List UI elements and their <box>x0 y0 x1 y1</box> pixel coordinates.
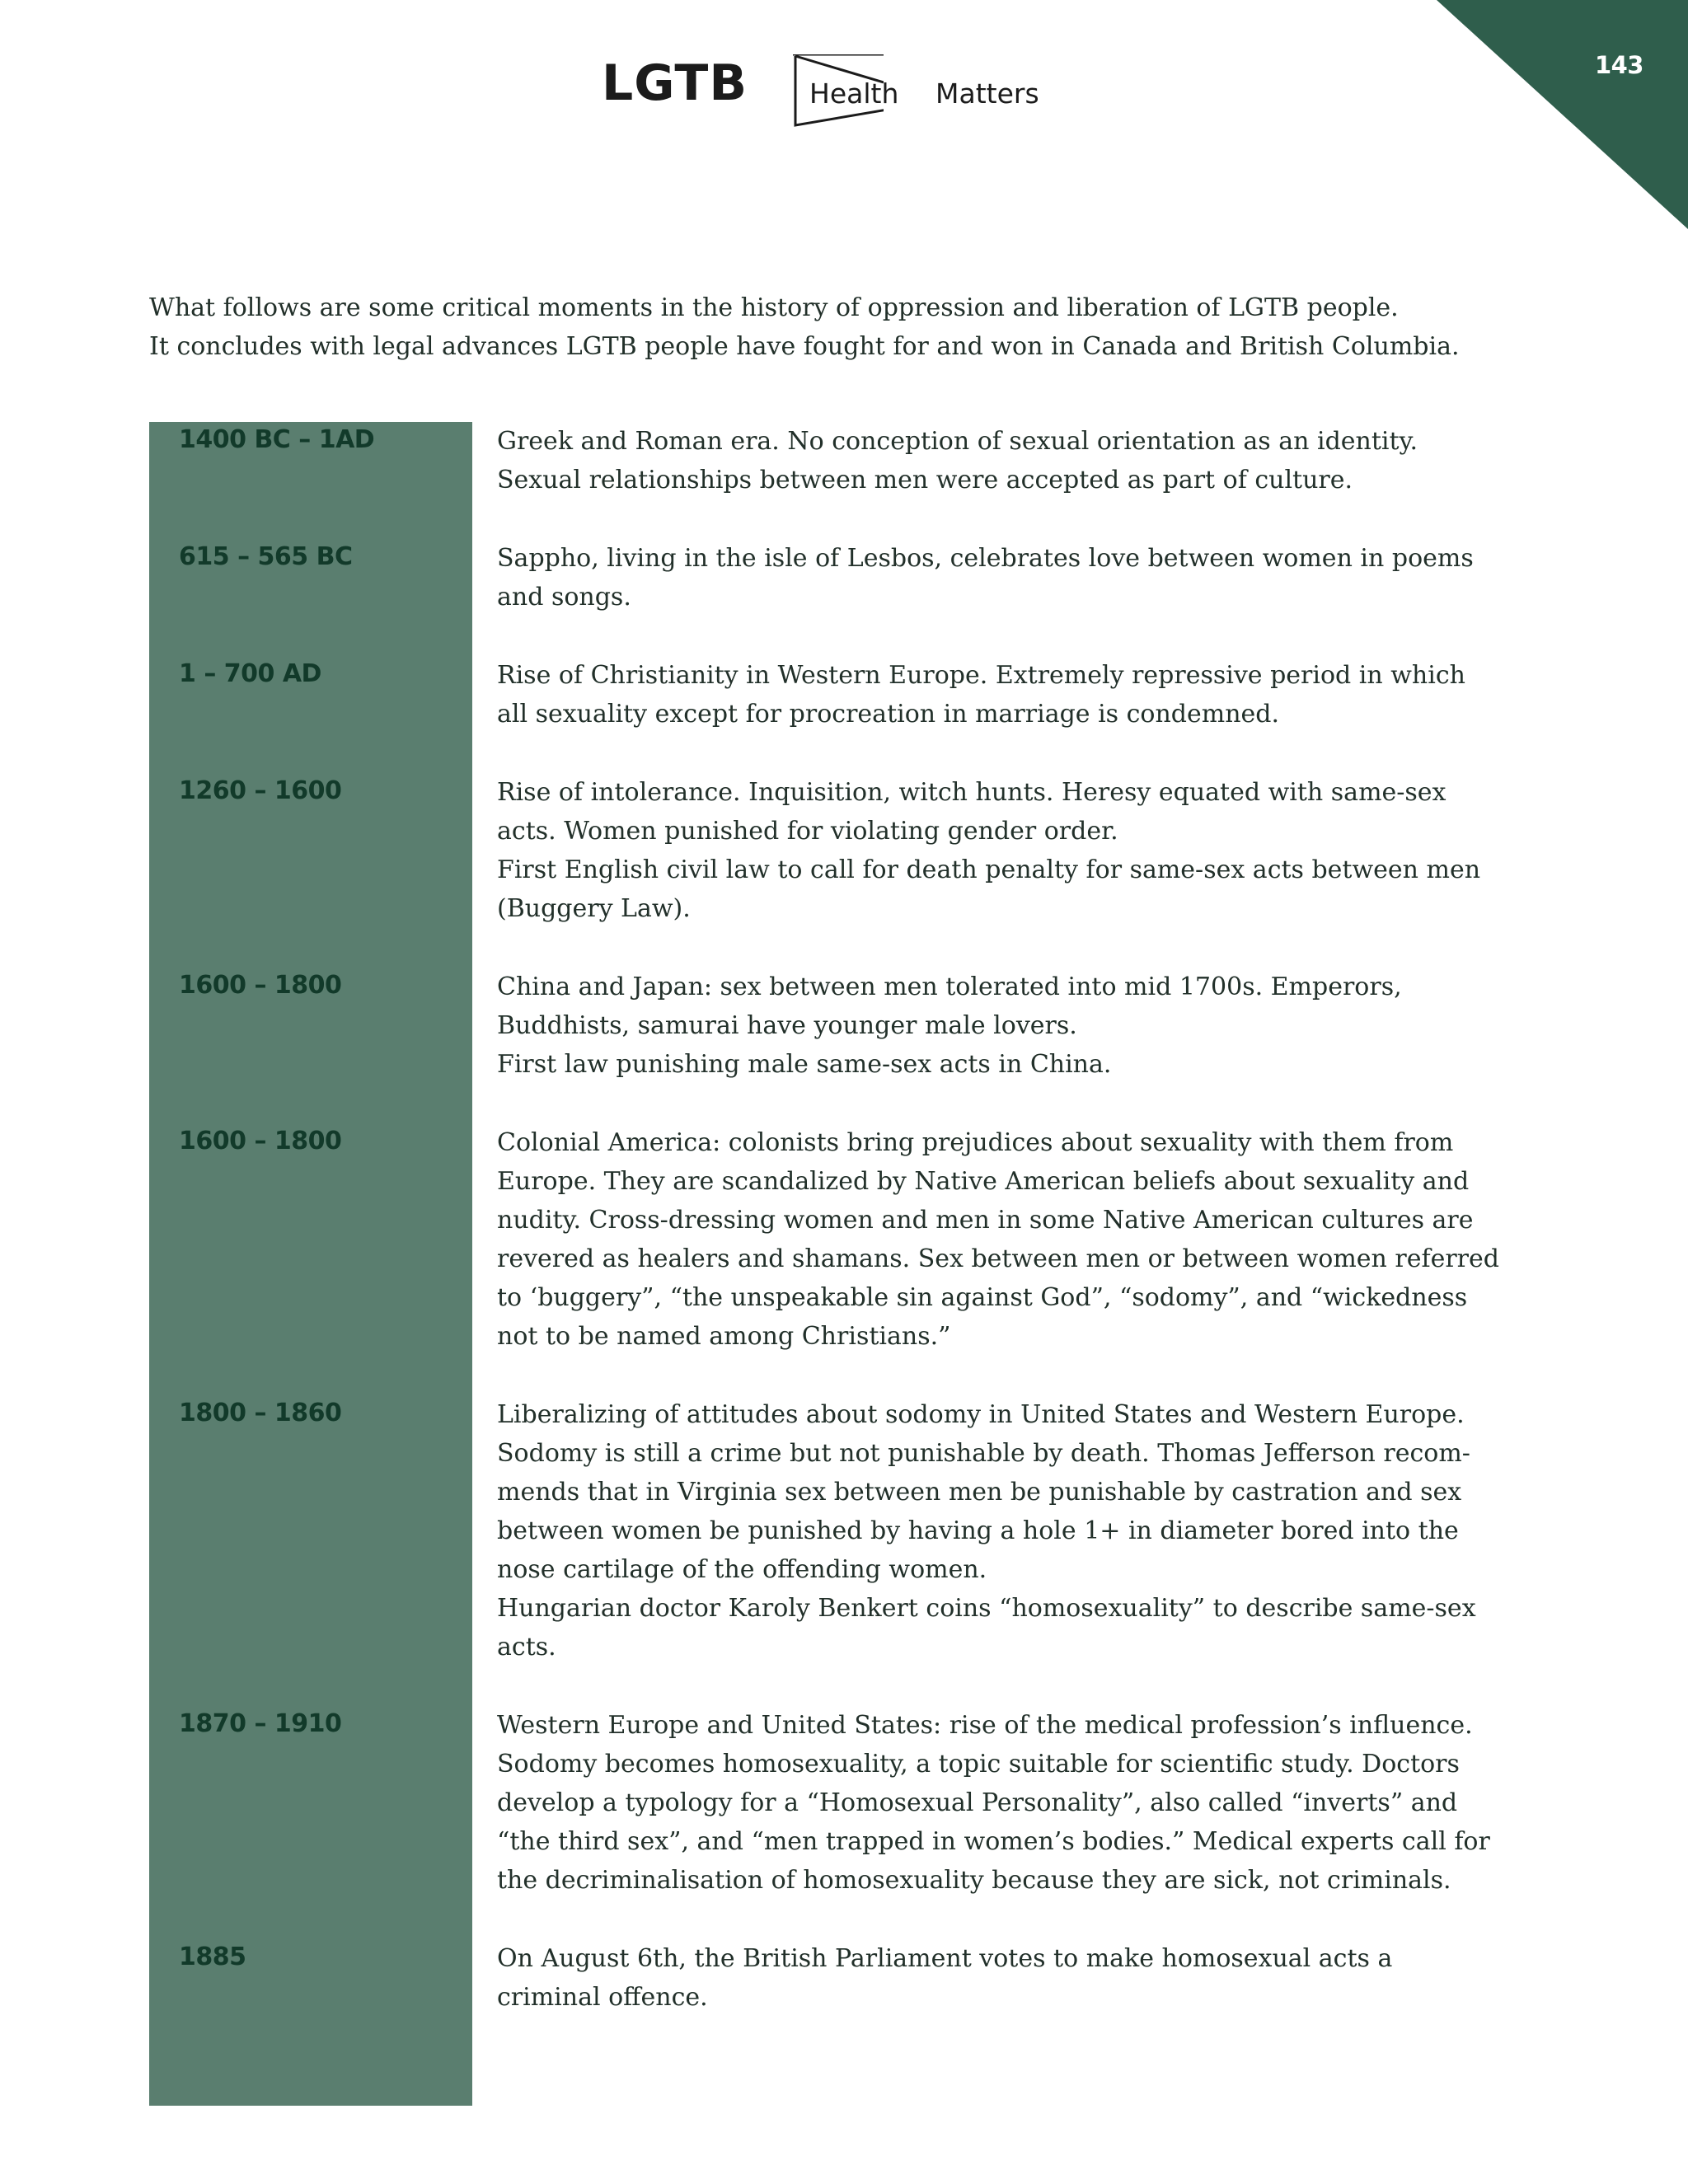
intro-line-2: It concludes with legal advances LGTB people have fought for and won in Canada and British Columbia. <box>149 332 1460 361</box>
timeline-paragraph: China and Japan: sex between men tolerated into mid 1700s. Emperors, Buddhists, samurai have younger male lovers. <box>497 972 1402 1040</box>
timeline-paragraph: Greek and Roman era. No conception of sexual orientation as an identity. Sexual relationships between men were accepted as part of culture. <box>497 427 1418 494</box>
timeline-paragraph: On August 6th, the British Parliament votes to make homosexual acts a criminal offence. <box>497 1944 1393 2012</box>
timeline-description <box>472 1395 1501 1666</box>
timeline-date: 1800 – 1860 <box>179 1399 342 1427</box>
timeline-date: 1260 – 1600 <box>179 776 342 805</box>
timeline-entry <box>149 539 1501 616</box>
timeline-date: 1400 BC – 1AD <box>179 425 375 454</box>
timeline-paragraph: First English civil law to call for death penalty for same-sex acts between men (Buggery Law). <box>497 855 1481 923</box>
timeline-entry <box>149 422 1501 499</box>
timeline-entry <box>149 1123 1501 1356</box>
logo-word-health: Health <box>809 77 899 110</box>
logo <box>602 54 1113 129</box>
timeline-entry <box>149 656 1501 733</box>
timeline-description <box>472 422 1501 499</box>
timeline-description <box>472 1706 1501 1900</box>
timeline-description <box>472 773 1501 928</box>
timeline-paragraph: Rise of Christianity in Western Europe. Extremely repressive period in which all sexuality except for procreation in marriage is condemned. <box>497 661 1465 729</box>
timeline-paragraph: First law punishing male same-sex acts in China. <box>497 1050 1112 1079</box>
logo-brand: LGTB <box>602 54 748 112</box>
timeline-description <box>472 1939 1501 2017</box>
intro-text <box>149 288 1550 366</box>
timeline-entry <box>149 773 1501 928</box>
timeline-paragraph: Liberalizing of attitudes about sodomy in United States and Western Europe. Sodomy is still a crime but not punishable by death. Thomas Jefferson recom-mends that in Virginia sex between men be punishable by castration and sex between women be punished by having a hole 1+ in diameter bored into the nose cartilage of the offending women. <box>497 1400 1470 1584</box>
timeline-date: 615 – 565 BC <box>179 542 353 571</box>
timeline-date: 1885 <box>179 1943 246 1971</box>
timeline-paragraph: Hungarian doctor Karoly Benkert coins “homosexuality” to describe same-sex acts. <box>497 1594 1476 1661</box>
timeline-description <box>472 539 1501 616</box>
timeline-description <box>472 1123 1501 1356</box>
timeline-entry <box>149 1939 1501 2017</box>
page-number: 143 <box>1594 51 1643 79</box>
timeline-date: 1870 – 1910 <box>179 1709 342 1738</box>
timeline-date: 1 – 700 AD <box>179 659 321 688</box>
timeline-entry <box>149 968 1501 1084</box>
timeline-paragraph: Western Europe and United States: rise of the medical profession’s influence. Sodomy becomes homosexuality, a topic suitable for scientific study. Doctors develop a typology for a “Homosexual Personality”, also called “inverts” and “the third sex”, and “men trapped in women’s bodies.” Medical experts call for the decriminalisation of homosexuality because they are sick, not criminals. <box>497 1711 1490 1895</box>
timeline-date: 1600 – 1800 <box>179 1127 342 1155</box>
timeline-paragraph: Sappho, living in the isle of Lesbos, celebrates love between women in poems and songs. <box>497 544 1474 612</box>
logo-word-matters: Matters <box>935 77 1039 110</box>
corner-tab <box>1437 0 1688 229</box>
timeline-entry <box>149 1706 1501 1900</box>
timeline-date: 1600 – 1800 <box>179 971 342 1000</box>
timeline-description <box>472 656 1501 733</box>
timeline-paragraph: Rise of intolerance. Inquisition, witch hunts. Heresy equated with same-sex acts. Women punished for violating gender order. <box>497 778 1447 846</box>
timeline-description <box>472 968 1501 1084</box>
timeline-paragraph: Colonial America: colonists bring prejudices about sexuality with them from Europe. They are scandalized by Native American beliefs about sexuality and nudity. Cross-dressing women and men in some Native American cultures are revered as healers and shamans. Sex between men or between women referred to ‘buggery”, “the unspeakable sin against God”, “sodomy”, and “wickedness not to be named among Christians.” <box>497 1128 1499 1351</box>
intro-line-1: What follows are some critical moments in the history of oppression and liberation of LGTB people. <box>149 293 1399 322</box>
timeline-entry <box>149 1395 1501 1666</box>
timeline <box>149 422 1501 2056</box>
